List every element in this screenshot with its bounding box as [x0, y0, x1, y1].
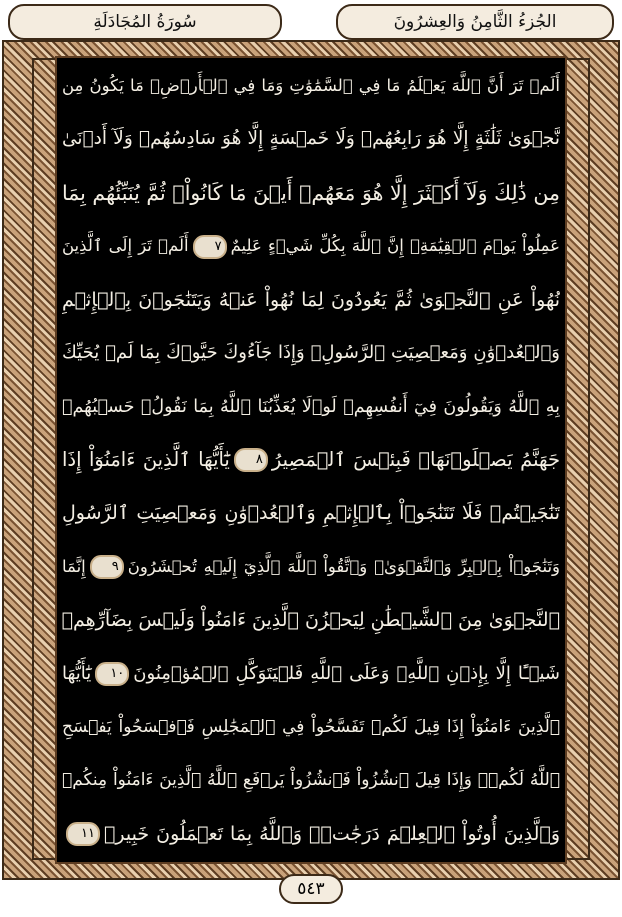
- verse-text: عَمِلُواْ يَوۡمَ ٱلۡقِيَٰمَةِۚ إِنَّ ٱللَّهَ بِكُلِّ شَيۡءٍ عَلِيمٌ: [230, 236, 560, 256]
- verse-line: [62, 436, 560, 484]
- juz-name: الجُزءُ الثَّامِنُ وَالعِشرُونَ: [393, 12, 557, 32]
- verse-line: [62, 543, 560, 591]
- verse-text: وَٱلۡعُدۡوَٰنِ وَمَعۡصِيَتِ ٱلرَّسُولِۖ وَإِذَا جَآءُوكَ حَيَّوۡكَ بِمَا لَمۡ يُحَيِّكَ: [62, 342, 560, 364]
- verse-line: [62, 810, 560, 858]
- verse-text-continued: يَٰٓأَيُّهَا: [62, 662, 92, 684]
- ayah-number-marker: ٧: [193, 235, 227, 259]
- ayah-number-marker: ١٠: [95, 662, 129, 686]
- verse-line: [62, 276, 560, 324]
- verse-line: [62, 703, 560, 751]
- verse-text-continued: إِنَّمَا: [62, 556, 86, 576]
- surah-name: سُورَةُ المُجَادَلَةِ: [93, 12, 197, 32]
- verse-text: ٱلنَّجۡوَىٰ مِنَ ٱلشَّيۡطَٰنِ لِيَحۡزُنَ ٱلَّذِينَ ءَامَنُواْ وَلَيۡسَ بِضَآرِّهِمۡ: [62, 609, 560, 632]
- surah-name-cartouche: [8, 4, 282, 40]
- verse-text: وَٱلَّذِينَ أُوتُواْ ٱلۡعِلۡمَ دَرَجَٰتٖۚ وَٱللَّهُ بِمَا تَعۡمَلُونَ خَبِيرٞ: [104, 822, 560, 845]
- verse-text-continued: يَٰٓأَيُّهَا ٱلَّذِينَ ءَامَنُوٓاْ إِذَا: [62, 447, 230, 471]
- verse-text: نَّجۡوَىٰ ثَلَٰثَةٍ إِلَّا هُوَ رَابِعُهُمۡ وَلَا خَمۡسَةٍ إِلَّا هُوَ سَادِسُهُمۡ وَلَآ أَدۡنَىٰ: [62, 128, 560, 150]
- verse-line: [62, 596, 560, 644]
- verse-lines: [62, 62, 560, 858]
- page-number-text: ٥٤٣: [297, 879, 325, 899]
- verse-line: [62, 329, 560, 377]
- juz-name-cartouche: [336, 4, 614, 40]
- verse-line: [62, 115, 560, 163]
- ayah-number-marker: ٨: [234, 448, 268, 472]
- verse-text: ٱلَّذِينَ ءَامَنُوٓاْ إِذَا قِيلَ لَكُمۡ تَفَسَّحُواْ فِي ٱلۡمَجَٰلِسِ فَٱفۡسَحُواْ يَفۡسَحِ: [62, 717, 560, 738]
- verse-line: [62, 169, 560, 217]
- verse-text: بِهِ ٱللَّهُ وَيَقُولُونَ فِيٓ أَنفُسِهِمۡ لَوۡلَا يُعَذِّبُنَا ٱللَّهُ بِمَا نَقُولُۚ حَسۡبُهُمۡ: [62, 396, 560, 417]
- verse-text: شَيۡـًٔا إِلَّا بِإِذۡنِ ٱللَّهِۚ وَعَلَى ٱللَّهِ فَلۡيَتَوَكَّلِ ٱلۡمُؤۡمِنُونَ: [133, 662, 560, 684]
- verse-text-continued: أَلَمۡ تَرَ إِلَى ٱلَّذِينَ: [62, 236, 189, 256]
- verse-text: أَلَمۡ تَرَ أَنَّ ٱللَّهَ يَعۡلَمُ مَا فِي ٱلسَّمَٰوَٰتِ وَمَا فِي ٱلۡأَرۡضِۖ مَا يَكُونُ مِن: [62, 76, 560, 95]
- verse-line: [62, 489, 560, 537]
- ayah-number-marker: ١١: [66, 822, 100, 846]
- verse-line: [62, 650, 560, 698]
- verse-line: [62, 62, 560, 110]
- verse-text: مِن ذَٰلِكَ وَلَآ أَكۡثَرَ إِلَّا هُوَ مَعَهُمۡ أَيۡنَ مَا كَانُواْۖ ثُمَّ يُنَبِّئُهُم بِمَا: [62, 180, 560, 205]
- verse-text: وَتَنَٰجَوۡاْ بِٱلۡبِرِّ وَٱلتَّقۡوَىٰۖ وَٱتَّقُواْ ٱللَّهَ ٱلَّذِيٓ إِلَيۡهِ تُحۡشَرُونَ: [127, 556, 560, 576]
- verse-line: [62, 756, 560, 804]
- verse-text: تَنَٰجَيۡتُمۡ فَلَا تَتَنَٰجَوۡاْ بِٱلۡإِثۡمِ وَٱلۡعُدۡوَٰنِ وَمَعۡصِيَتِ ٱلرَّسُولِ: [62, 502, 560, 525]
- verse-line: [62, 383, 560, 431]
- verse-line: [62, 222, 560, 270]
- verse-text: نُهُواْ عَنِ ٱلنَّجۡوَىٰ ثُمَّ يَعُودُونَ لِمَا نُهُواْ عَنۡهُ وَيَتَنَٰجَوۡنَ بِٱلۡإِثۡمِ: [62, 288, 560, 311]
- ayah-number-marker: ٩: [90, 555, 124, 579]
- page-number: [279, 874, 343, 904]
- verse-text: ٱللَّهُ لَكُمۡۖ وَإِذَا قِيلَ ٱنشُزُواْ فَٱنشُزُواْ يَرۡفَعِ ٱللَّهُ ٱلَّذِينَ ءَامَنُواْ مِنكُمۡ: [62, 770, 560, 791]
- verse-text: جَهَنَّمُ يَصۡلَوۡنَهَاۖ فَبِئۡسَ ٱلۡمَصِيرُ: [271, 447, 560, 471]
